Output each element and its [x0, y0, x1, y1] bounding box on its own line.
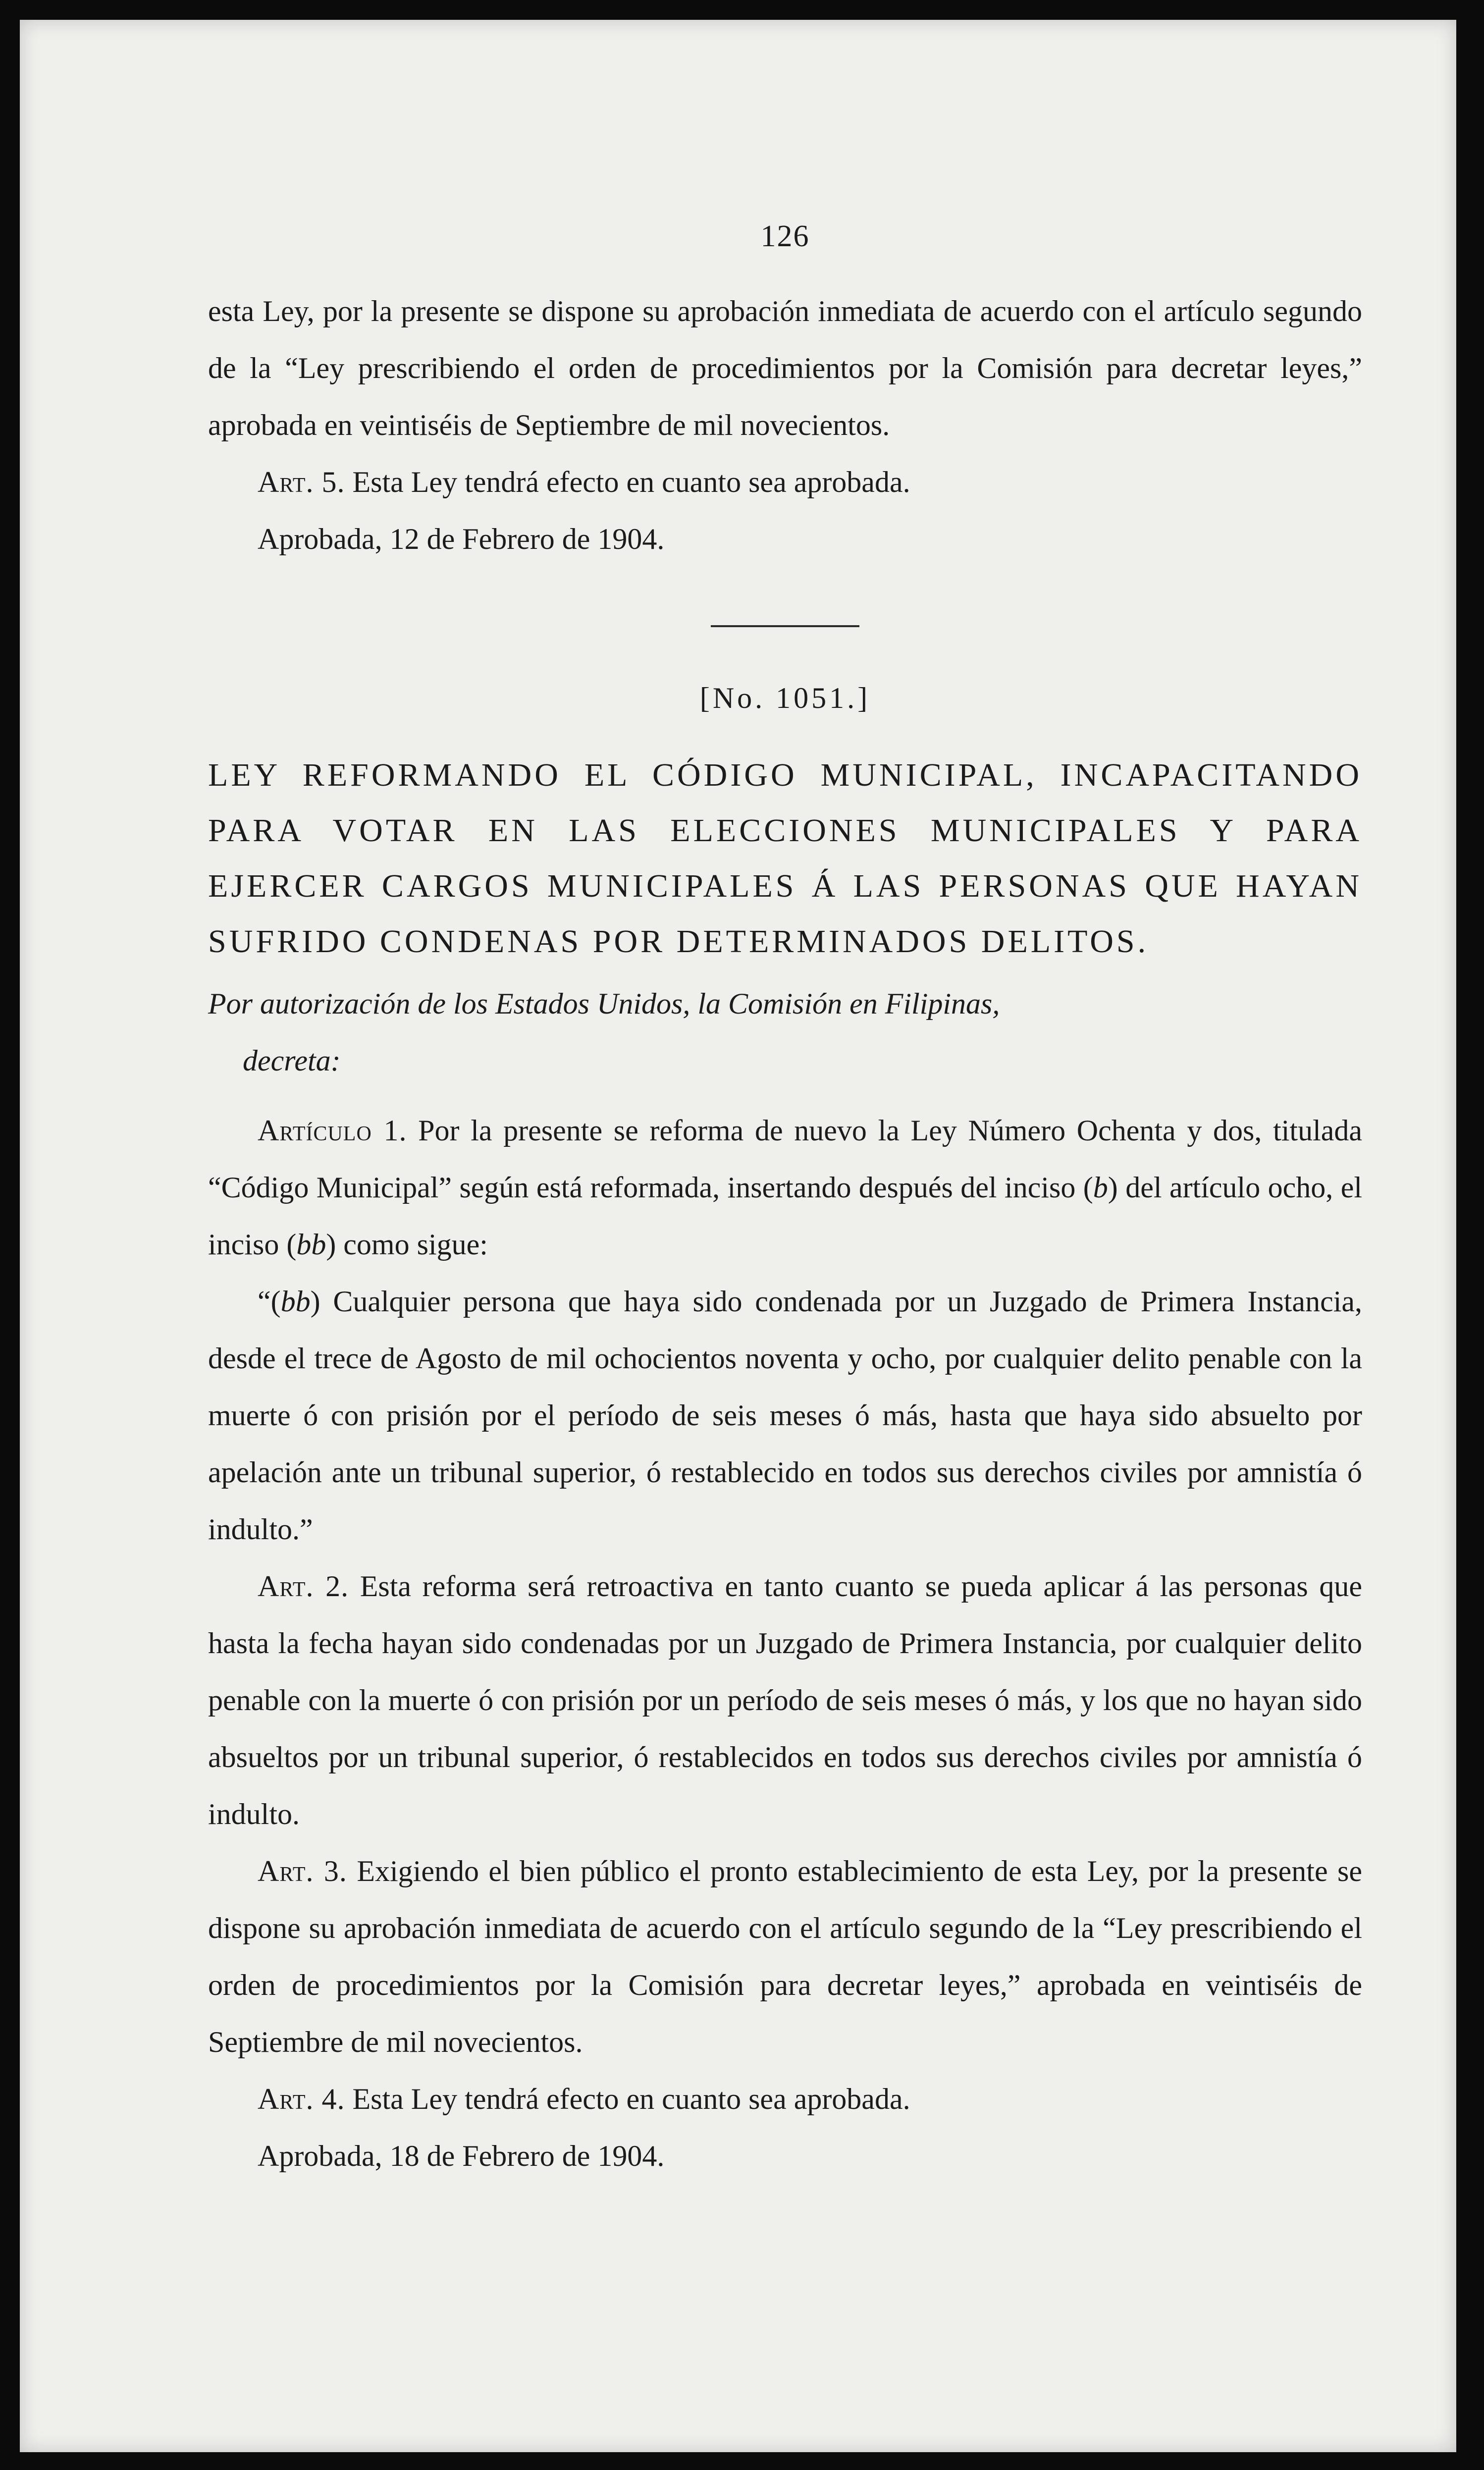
- article-2-label: Art. 2.: [258, 1570, 349, 1603]
- article-3: [208, 1843, 1362, 2071]
- book-page: [20, 20, 1456, 2452]
- article-4: [208, 2071, 1362, 2128]
- enacting-clause-line-1: Por autorización de los Estados Unidos, la Comisión en Filipinas,: [208, 987, 1000, 1020]
- article-1-text-c: ) como sigue:: [326, 1228, 488, 1261]
- page-text: [208, 208, 1362, 2185]
- page-number: 126: [760, 219, 810, 253]
- law-title: LEY REFORMANDO EL CÓDIGO MUNICIPAL, INCAPACITANDO PARA VOTAR EN LAS ELECCIONES MUNICIPALES Y PARA EJERCER CARGOS MUNICIPALES Á LAS PERSONAS QUE HAYAN SUFRIDO CONDENAS POR DETERMINADOS DELITOS.: [208, 757, 1362, 960]
- article-1-text-b: ) del artículo ocho, el inciso (: [208, 1171, 1362, 1261]
- article-1-italic-bb: bb: [296, 1228, 326, 1261]
- article-4-text: Esta Ley tendrá efecto en cuanto sea aprobada.: [352, 2083, 910, 2115]
- section-divider: [711, 625, 859, 627]
- article-1-text-a: Por la presente se reforma de nuevo la Ley Número Ochenta y dos, titulada “Código Municipal” según está reformada, insertando después del inciso (: [208, 1114, 1363, 1204]
- quoted-subsection-bb: [208, 1273, 1362, 1558]
- enacting-clause-line-2: decreta:: [243, 1044, 341, 1077]
- article-5-text: Esta Ley tendrá efecto en cuanto sea aprobada.: [352, 466, 910, 498]
- article-5: [208, 454, 1362, 511]
- article-4-label: Art. 4.: [258, 2083, 345, 2115]
- law-number: [No. 1051.]: [699, 682, 871, 714]
- quote-open: “(: [258, 1285, 281, 1318]
- article-3-text: Exigiendo el bien público el pronto establecimiento de esta Ley, por la presente se dispone su aprobación inmediata de acuerdo con el artículo segundo de la “Ley prescribiendo el orden de procedimientos por la Comisión para decretar leyes,” aprobada en veintiséis de Septiembre de mil novecientos.: [208, 1855, 1363, 2058]
- article-1: [208, 1102, 1362, 1273]
- article-2-text: Esta reforma será retroactiva en tanto cuanto se pueda aplicar á las personas que hasta la fecha hayan sido condenadas por un Juzgado de Primera Instancia, por cualquier delito penable con la muerte ó con prisión por un período de seis meses ó más, y los que no hayan sido absueltos por un tribunal superior, ó restablecidos en todos sus derechos civiles por amnistía ó indulto.: [208, 1570, 1363, 1830]
- article-1-label: Artículo 1.: [258, 1114, 407, 1147]
- approval-date: Aprobada, 18 de Febrero de 1904.: [258, 2140, 665, 2172]
- article-3-label: Art. 3.: [258, 1855, 347, 1887]
- enacting-clause: [208, 975, 1362, 1089]
- continuation-paragraph: esta Ley, por la presente se dispone su aprobación inmediata de acuerdo con el artículo segundo de la “Ley prescribiendo el orden de procedimientos por la Comisión para decretar leyes,” aprobada en veintiséis de Septiembre de mil novecientos.: [208, 295, 1362, 441]
- article-1-italic-b: b: [1093, 1171, 1108, 1204]
- quote-italic-bb: bb: [280, 1285, 311, 1318]
- article-5-label: Art. 5.: [258, 466, 345, 498]
- article-2: [208, 1558, 1362, 1843]
- approval-date-previous-law: Aprobada, 12 de Febrero de 1904.: [258, 523, 665, 555]
- quote-text: ) Cualquier persona que haya sido condenada por un Juzgado de Primera Instancia, desde el trece de Agosto de mil ochocientos noventa y ocho, por cualquier delito penable con la muerte ó con prisión por el período de seis meses ó más, hasta que haya sido absuelto por apelación ante un tribunal superior, ó restablecido en todos sus derechos civiles por amnistía ó indulto.”: [208, 1285, 1362, 1546]
